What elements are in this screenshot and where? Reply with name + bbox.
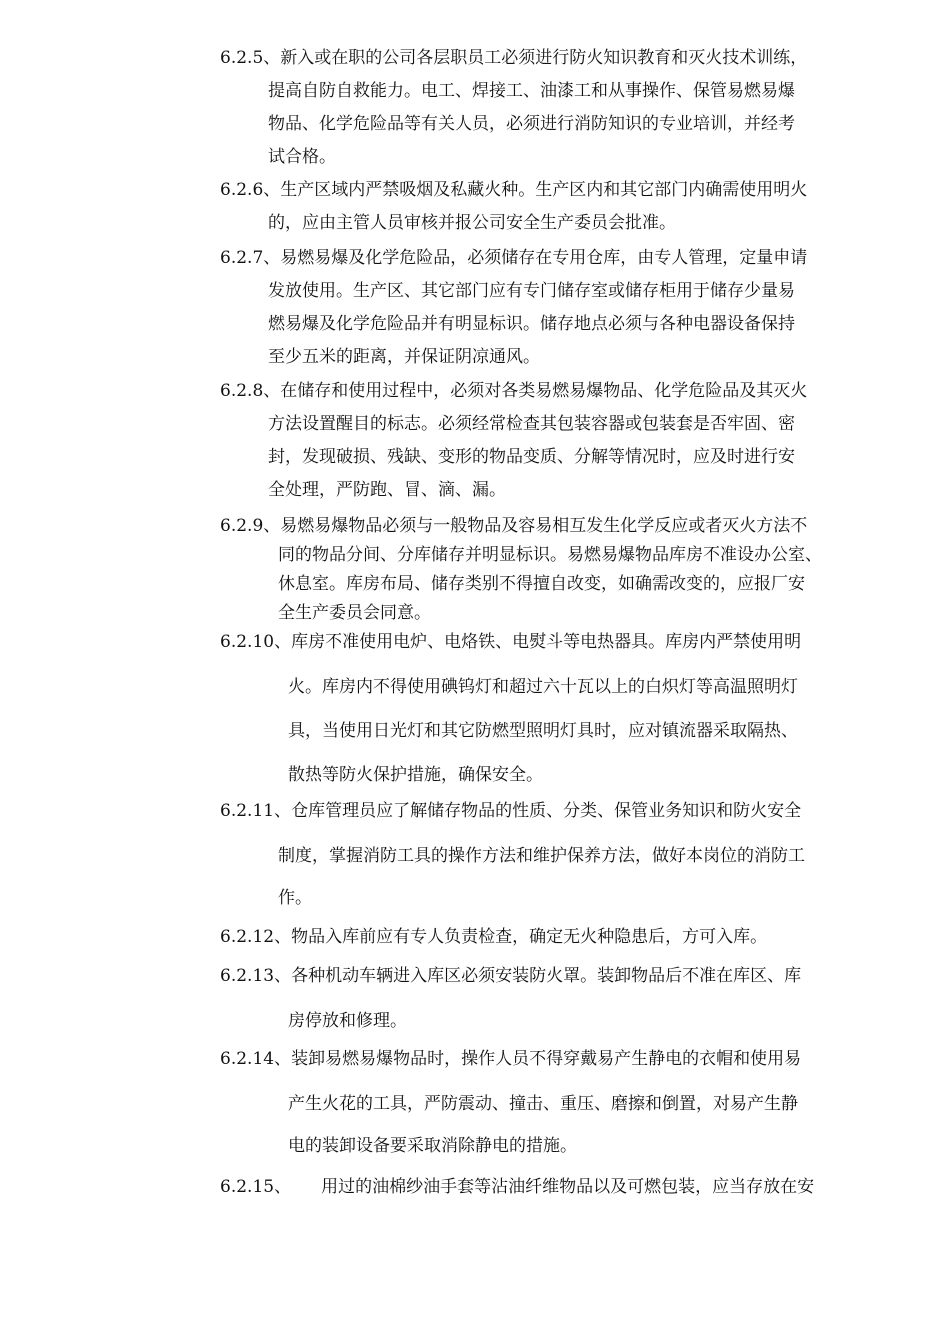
clause-separator: 、 [274, 632, 292, 652]
clause-line: 火。库房内不得使用碘钨灯和超过六十瓦以上的白炽灯等高温照明灯 [288, 677, 798, 697]
clause-line [220, 514, 807, 538]
clause-text: 物品入库前应有专人负责检查，确定无火种隐患后，方可入库。 [291, 927, 768, 947]
clause-line [220, 925, 767, 949]
clause-line [220, 1047, 801, 1071]
clause-line: 电的装卸设备要采取消除静电的措施。 [288, 1136, 577, 1156]
clause-line [220, 799, 801, 823]
clause-line: 制度，掌握消防工具的操作方法和维护保养方法，做好本岗位的消防工 [278, 846, 805, 866]
clause-separator: 、 [263, 381, 281, 401]
clause-separator: 、 [263, 48, 281, 68]
clause-separator: 、 [274, 927, 292, 947]
clause-number: 6.2.7 [220, 248, 264, 268]
clause-line: 燃易爆及化学危险品并有明显标识。储存地点必须与各种电器设备保持 [268, 314, 795, 334]
clause-line: 休息室。库房布局、储存类别不得擅自改变，如确需改变的，应报厂安 [278, 574, 805, 594]
clause-text: 在储存和使用过程中，必须对各类易燃易爆物品、化学危险品及其灭火 [280, 381, 808, 401]
clause-number: 6.2.5 [220, 48, 264, 68]
clause-separator: 、 [263, 248, 281, 268]
clause-number: 6.2.11 [220, 801, 275, 821]
clause-line: 提高自防自救能力。电工、焊接工、油漆工和从事操作、保管易燃易爆 [268, 81, 795, 101]
clause-line: 封，发现破损、残缺、变形的物品变质、分解等情况时，应及时进行安 [268, 447, 795, 467]
clause-separator: 、 [274, 801, 292, 821]
clause-line: 作。 [278, 888, 312, 908]
clause-number: 6.2.12 [220, 927, 275, 947]
clause-line: 产生火花的工具，严防震动、撞击、重压、磨擦和倒置，对易产生静 [288, 1094, 798, 1114]
clause-number: 6.2.13 [220, 966, 275, 986]
clause-separator: 、 [274, 1177, 292, 1197]
clause-text: 易燃易爆物品必须与一般物品及容易相互发生化学反应或者灭火方法不 [280, 516, 808, 536]
clause-text: 各种机动车辆进入库区必须安装防火罩。装卸物品后不准在库区、库 [291, 966, 802, 986]
clause-line [220, 246, 807, 270]
clause-line: 方法设置醒目的标志。必须经常检查其包装容器或包装套是否牢固、密 [268, 414, 795, 434]
clause-line [220, 379, 807, 403]
clause-line: 的，应由主管人员审核并报公司安全生产委员会批准。 [268, 213, 676, 233]
clause-number: 6.2.14 [220, 1049, 275, 1069]
clause-text: 装卸易燃易爆物品时，操作人员不得穿戴易产生静电的衣帽和使用易 [291, 1049, 802, 1069]
clause-line [220, 46, 807, 70]
clause-number: 6.2.10 [220, 632, 275, 652]
clause-line: 房停放和修理。 [288, 1011, 407, 1031]
clause-line: 全处理，严防跑、冒、滴、漏。 [268, 480, 506, 500]
clause-number: 6.2.8 [220, 381, 264, 401]
clause-number: 6.2.6 [220, 180, 264, 200]
clause-line: 试合格。 [268, 147, 336, 167]
clause-text: 生产区域内严禁吸烟及私藏火种。生产区内和其它部门内确需使用明火 [280, 180, 808, 200]
clause-text: 用过的油棉纱油手套等沾油纤维物品以及可燃包装，应当存放在安 [321, 1177, 815, 1197]
clause-separator: 、 [263, 180, 281, 200]
clause-line: 发放使用。生产区、其它部门应有专门储存室或储存柜用于储存少量易 [268, 281, 795, 301]
clause-line: 全生产委员会同意。 [278, 603, 431, 623]
clause-line [220, 1175, 814, 1199]
clause-number: 6.2.9 [220, 516, 264, 536]
clause-number: 6.2.15 [220, 1177, 275, 1197]
clause-separator: 、 [274, 966, 292, 986]
clause-line: 物品、化学危险品等有关人员，必须进行消防知识的专业培训，并经考 [268, 114, 795, 134]
clause-text: 仓库管理员应了解储存物品的性质、分类、保管业务知识和防火安全 [291, 801, 802, 821]
clause-text: 易燃易爆及化学危险品，必须储存在专用仓库，由专人管理，定量申请 [280, 248, 808, 268]
clause-line [220, 964, 801, 988]
clause-line: 散热等防火保护措施，确保安全。 [288, 765, 543, 785]
clause-text: 新入或在职的公司各层职员工必须进行防火知识教育和灭火技术训练， [280, 48, 808, 68]
clause-text: 库房不准使用电炉、电烙铁、电熨斗等电热器具。库房内严禁使用明 [291, 632, 802, 652]
clause-line: 具，当使用日光灯和其它防燃型照明灯具时，应对镇流器采取隔热、 [288, 721, 798, 741]
clause-line: 同的物品分间、分库储存并明显标识。易燃易爆物品库房不准设办公室、 [278, 545, 822, 565]
clause-line [220, 630, 801, 654]
clause-separator: 、 [263, 516, 281, 536]
clause-separator: 、 [274, 1049, 292, 1069]
clause-line [220, 178, 807, 202]
clause-line: 至少五米的距离，并保证阴凉通风。 [268, 347, 540, 367]
